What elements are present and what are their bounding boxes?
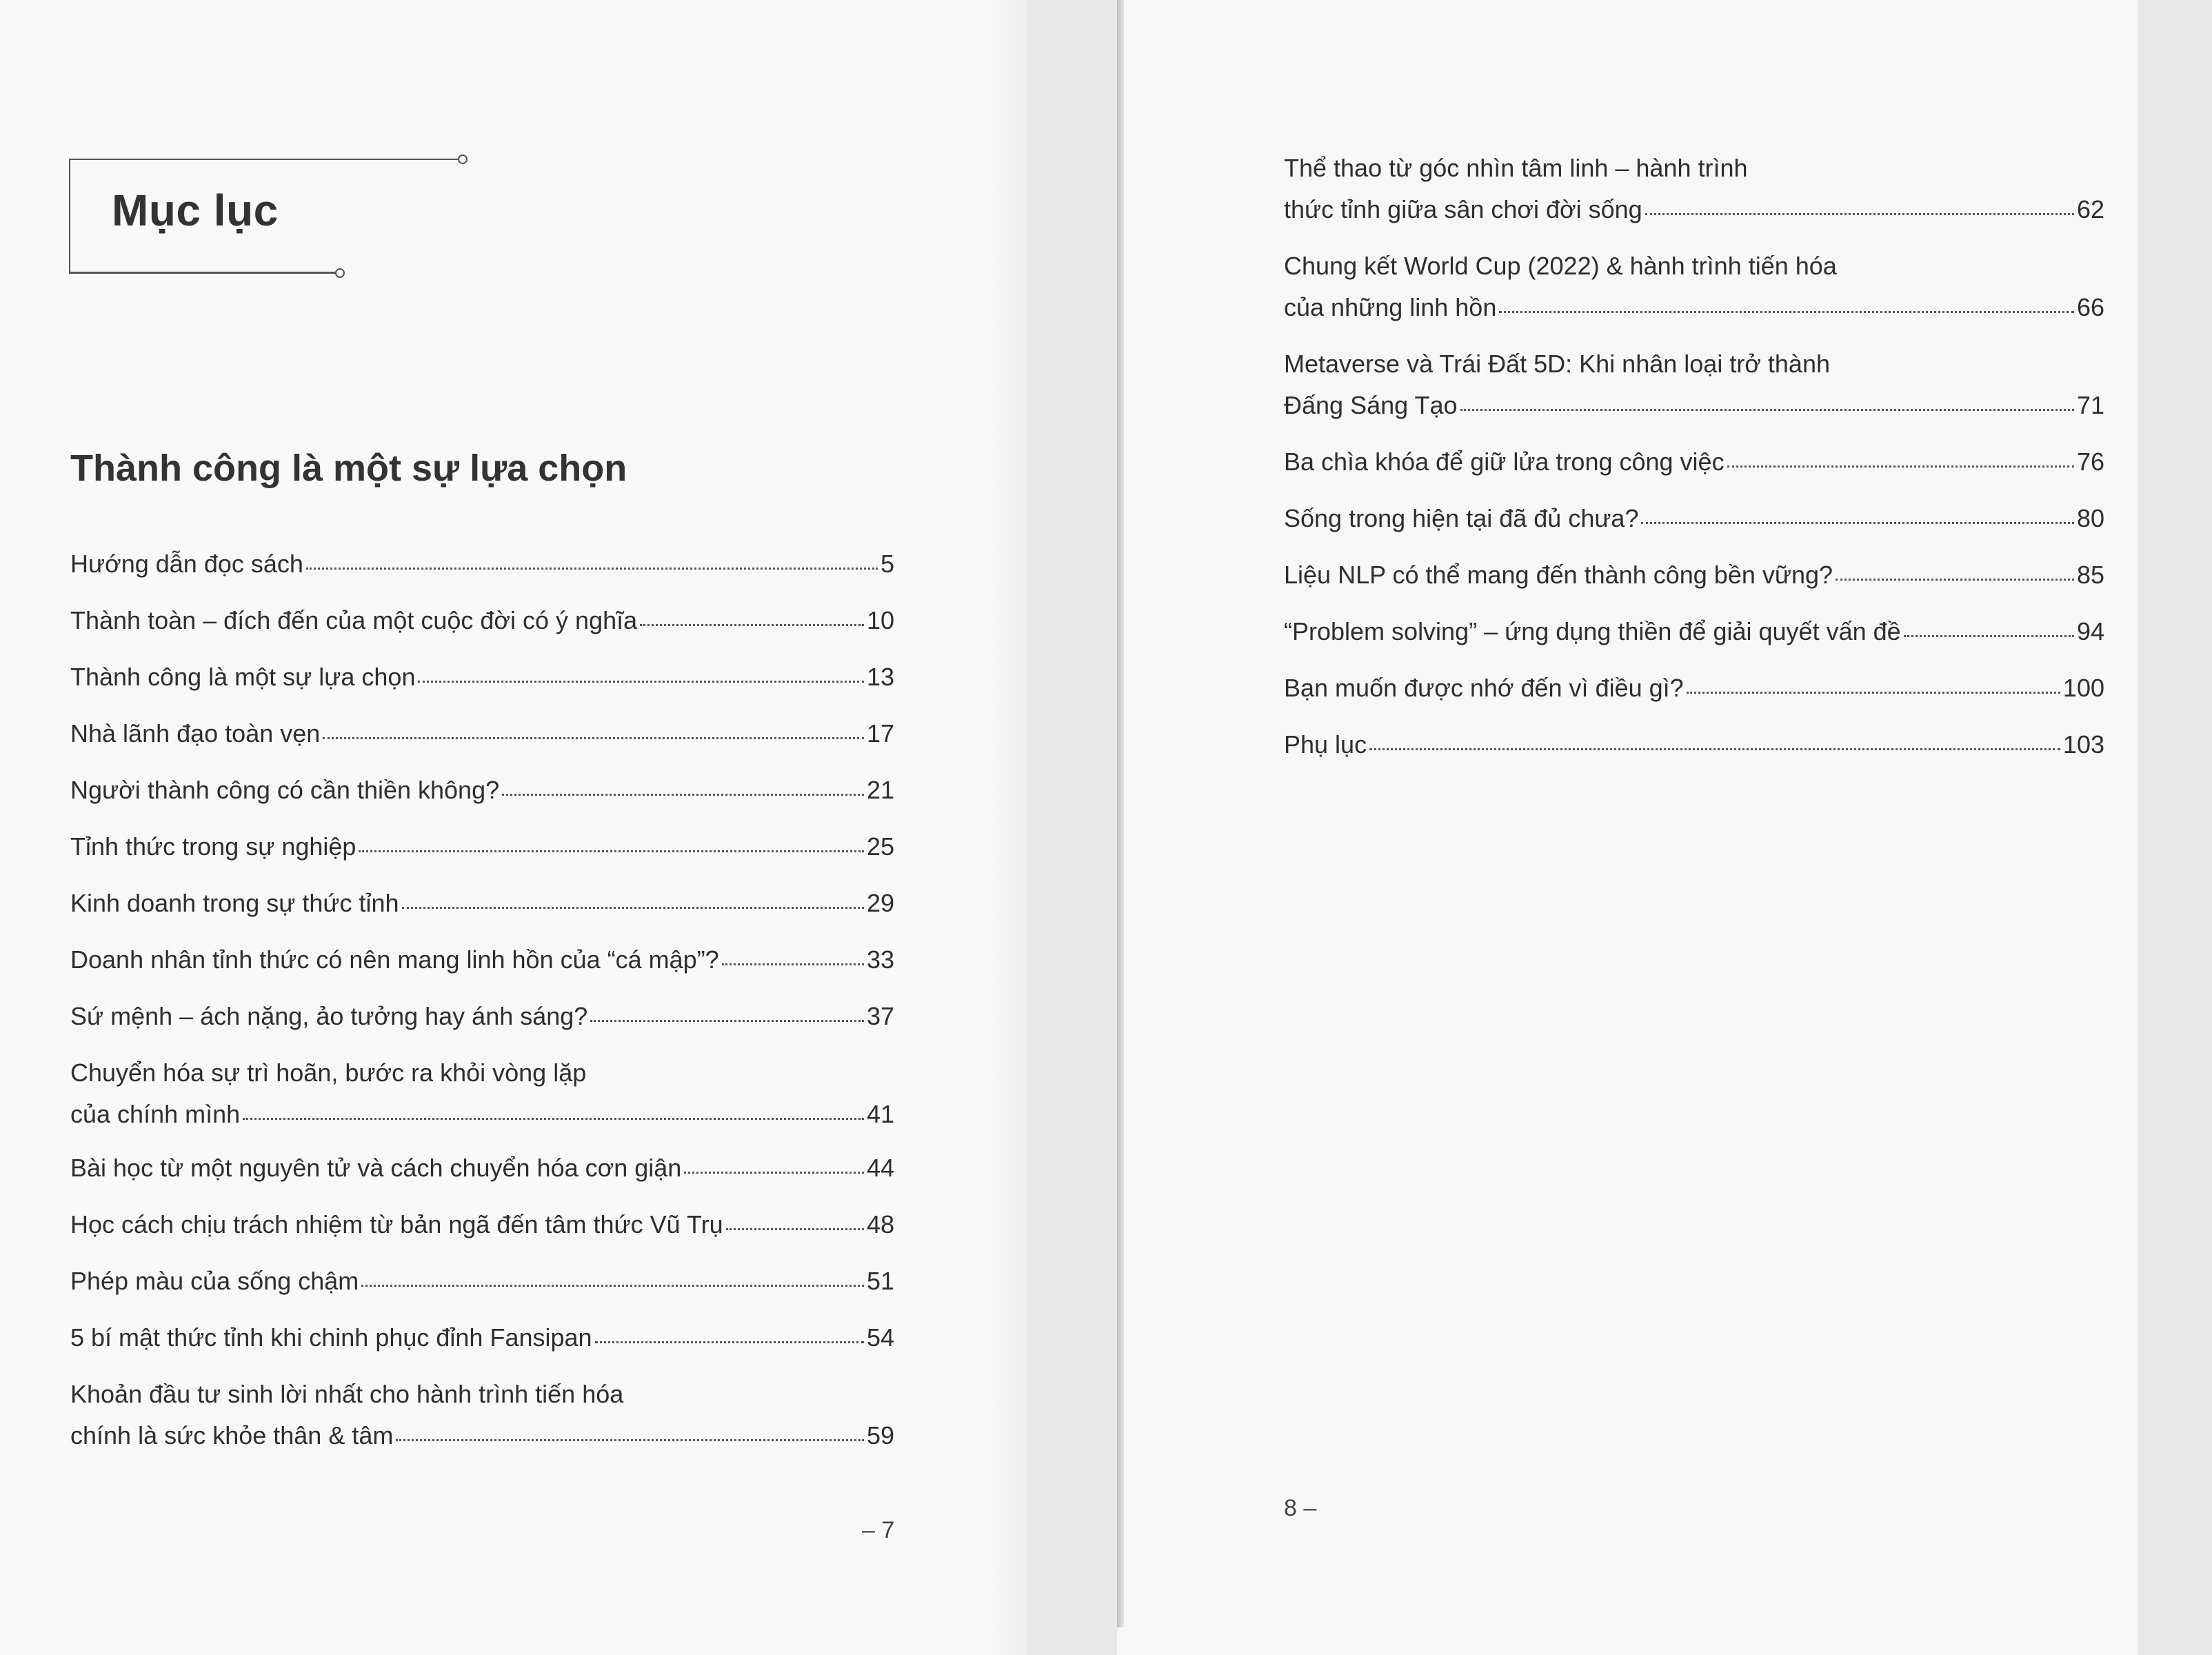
toc-entry <box>1284 156 2104 222</box>
toc-entry-title: thức tỉnh giữa sân chơi đời sống <box>1284 195 1642 223</box>
dot-leader <box>1499 311 2074 313</box>
toc-entry <box>1284 619 2104 644</box>
section-title: Thành công là một sự lựa chọn <box>70 448 627 489</box>
toc-entry <box>70 778 894 803</box>
dot-leader <box>590 1020 864 1022</box>
toc-entry-page: 17 <box>866 719 894 748</box>
toc-entry-title: Hướng dẫn đọc sách <box>70 550 303 578</box>
toc-entry-title: 5 bí mật thức tỉnh khi chinh phục đỉnh Fansipan <box>70 1323 592 1352</box>
dot-leader <box>323 737 864 739</box>
dot-leader <box>502 794 864 796</box>
dot-leader <box>243 1118 864 1120</box>
toc-entry-page: 103 <box>2062 730 2104 759</box>
dot-leader <box>684 1172 864 1174</box>
dot-leader <box>361 1285 864 1287</box>
toc-entry-title: Liệu NLP có thể mang đến thành công bền vững? <box>1284 561 1833 589</box>
frame-left-edge <box>69 160 71 274</box>
dot-leader <box>640 624 864 626</box>
toc-entry <box>1284 506 2104 531</box>
toc-entry-title-line1: Metaverse và Trái Đất 5D: Khi nhân loại trở thành <box>1284 350 1830 378</box>
toc-entry <box>1284 676 2104 701</box>
toc-entry-page: 44 <box>866 1154 894 1182</box>
right-page <box>1117 0 2138 1655</box>
page-number-right: 8 – <box>1284 1495 1317 1521</box>
dot-leader <box>1645 213 2074 215</box>
dot-leader <box>722 963 864 965</box>
toc-entry-title: Ba chìa khóa để giữ lửa trong công việc <box>1284 448 1725 476</box>
dot-leader <box>726 1228 864 1230</box>
frame-dot-bottom <box>335 268 345 278</box>
toc-entry-page: 59 <box>866 1421 894 1450</box>
dot-leader <box>396 1439 864 1441</box>
page-spine-edge <box>1117 0 1124 1627</box>
toc-entry-page: 100 <box>2062 674 2104 702</box>
toc-entry-title: Kinh doanh trong sự thức tỉnh <box>70 889 399 917</box>
toc-entry-title: Thành công là một sự lựa chọn <box>70 663 416 691</box>
toc-entry-title-line1: Chuyển hóa sự trì hoãn, bước ra khỏi vòng lặp <box>70 1059 587 1087</box>
toc-entry-page: 37 <box>866 1002 894 1030</box>
toc-entry-page: 76 <box>2076 448 2104 476</box>
toc-entry <box>70 721 894 746</box>
toc-entry-title: Bài học từ một nguyên tử và cách chuyển hóa cơn giận <box>70 1154 682 1182</box>
toc-entry-page: 41 <box>866 1100 894 1128</box>
toc-entry-title: Sống trong hiện tại đã đủ chưa? <box>1284 504 1639 532</box>
toc-entry <box>1284 732 2104 757</box>
dot-leader <box>1369 748 2060 750</box>
toc-entry-page: 21 <box>866 776 894 804</box>
toc-entry <box>70 947 894 972</box>
toc-entry <box>70 665 894 690</box>
toc-entry <box>70 1382 894 1448</box>
toc-entry <box>1284 254 2104 320</box>
frame-bottom-line <box>70 272 339 274</box>
toc-entry <box>1284 450 2104 474</box>
toc-entry-title: Sứ mệnh – ách nặng, ảo tưởng hay ánh sáng? <box>70 1002 588 1030</box>
toc-entry <box>70 1269 894 1294</box>
toc-entry-title: Đấng Sáng Tạo <box>1284 391 1458 419</box>
toc-entry-title: của chính mình <box>70 1100 241 1128</box>
toc-entry-page: 66 <box>2076 293 2104 321</box>
dot-leader <box>1836 579 2074 581</box>
toc-entry <box>70 1004 894 1029</box>
dot-leader <box>1687 692 2060 694</box>
toc-entry <box>70 1061 894 1127</box>
toc-entry-title: Thành toàn – đích đến của một cuộc đời có ý nghĩa <box>70 606 638 634</box>
toc-entry-page: 5 <box>880 550 894 578</box>
toc-entry-page: 62 <box>2076 195 2104 223</box>
toc-entry <box>70 552 894 576</box>
page-number-left: – 7 <box>862 1517 895 1543</box>
toc-entry-title: Phụ lục <box>1284 730 1367 759</box>
toc-entry-page: 71 <box>2076 391 2104 419</box>
toc-entry <box>70 834 894 859</box>
toc-entry-page: 94 <box>2076 617 2104 645</box>
dot-leader <box>418 681 863 683</box>
toc-entry-page: 54 <box>866 1323 894 1352</box>
toc-entry-page: 80 <box>2076 504 2104 532</box>
toc-entry-title: “Problem solving” – ứng dụng thiền để giải quyết vấn đề <box>1284 617 1901 645</box>
toc-entry-title: Phép màu của sống chậm <box>70 1267 359 1295</box>
toc-entry-title: Người thành công có cần thiền không? <box>70 776 500 804</box>
toc-entry-title: Bạn muốn được nhớ đến vì điều gì? <box>1284 674 1684 702</box>
dot-leader <box>1460 409 2074 411</box>
toc-entry-page: 10 <box>866 606 894 634</box>
toc-entry <box>70 608 894 633</box>
toc-entry <box>70 1212 894 1237</box>
toc-entry-title-line1: Khoản đầu tư sinh lời nhất cho hành trình tiến hóa <box>70 1380 624 1408</box>
toc-entry <box>1284 352 2104 418</box>
toc-entry-page: 33 <box>866 945 894 974</box>
toc-entry-title-line1: Chung kết World Cup (2022) & hành trình tiến hóa <box>1284 252 1837 280</box>
toc-entry <box>1284 563 2104 588</box>
toc-entry-title: Học cách chịu trách nhiệm từ bản ngã đến tâm thức Vũ Trụ <box>70 1210 723 1238</box>
dot-leader <box>306 568 878 570</box>
toc-entry-title: của những linh hồn <box>1284 293 1497 321</box>
toc-entry <box>70 1325 894 1350</box>
toc-entry-page: 25 <box>866 832 894 861</box>
toc-entry-page: 48 <box>866 1210 894 1238</box>
toc-entry-title: chính là sức khỏe thân & tâm <box>70 1421 394 1450</box>
toc-entry-page: 85 <box>2076 561 2104 589</box>
toc-heading: Mục lục <box>112 185 279 235</box>
dot-leader <box>1641 522 2073 524</box>
toc-entry-title: Doanh nhân tỉnh thức có nên mang linh hồn của “cá mập”? <box>70 945 719 974</box>
toc-entry-page: 29 <box>866 889 894 917</box>
dot-leader <box>359 850 864 852</box>
toc-entry <box>70 891 894 916</box>
toc-entry-title: Nhà lãnh đạo toàn vẹn <box>70 719 321 748</box>
dot-leader <box>1727 465 2074 468</box>
gutter-shadow <box>986 0 1027 1655</box>
toc-entry-page: 13 <box>866 663 894 691</box>
toc-entry-title: Tỉnh thức trong sự nghiệp <box>70 832 356 861</box>
dot-leader <box>402 907 864 909</box>
frame-dot-top <box>458 154 467 164</box>
dot-leader <box>1904 635 2074 637</box>
toc-entry <box>70 1156 894 1181</box>
toc-entry-title-line1: Thể thao từ góc nhìn tâm linh – hành trình <box>1284 154 1748 182</box>
toc-entry-page: 51 <box>866 1267 894 1295</box>
dot-leader <box>595 1341 864 1343</box>
